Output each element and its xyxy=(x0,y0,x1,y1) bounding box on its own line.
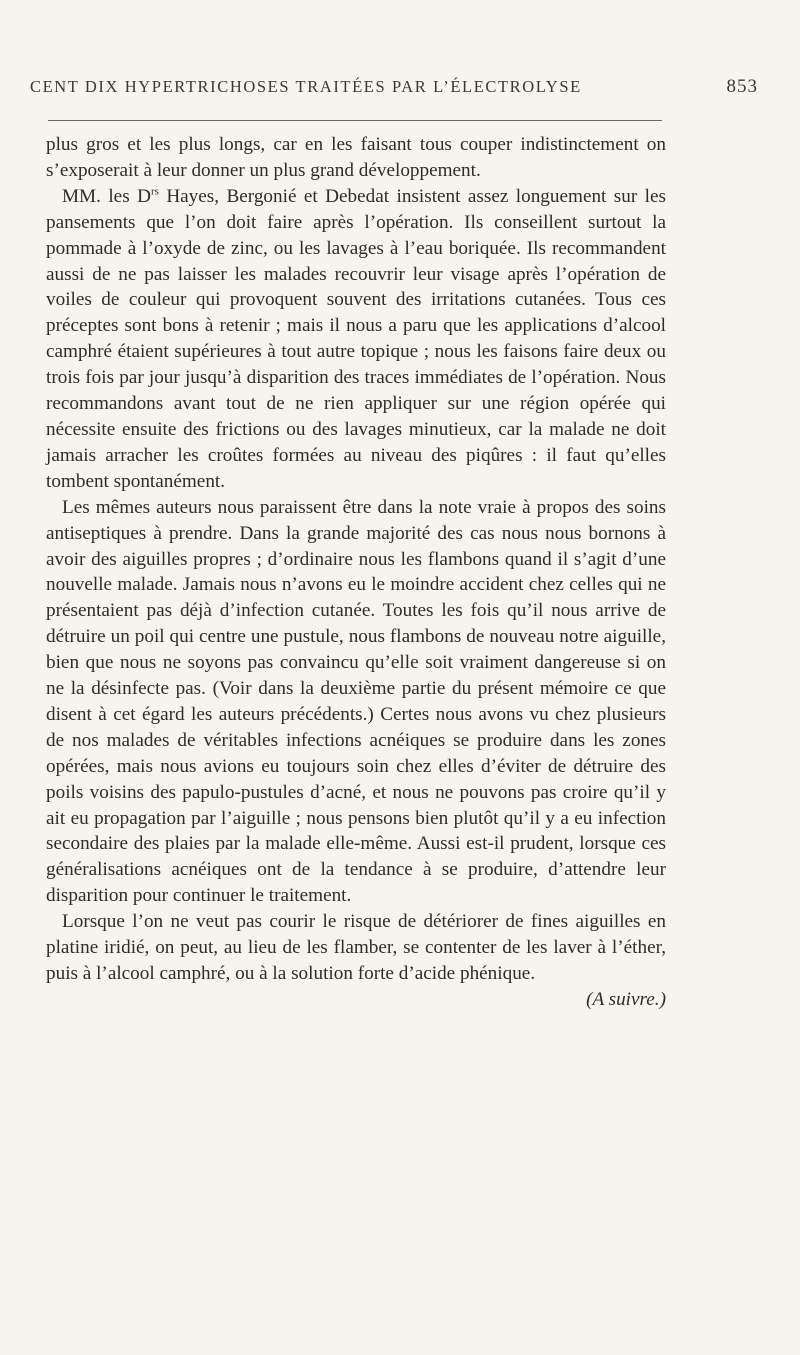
running-title: CENT DIX HYPERTRICHOSES TRAITÉES PAR L’ÉLECTROLYSE xyxy=(30,77,582,96)
paragraph-pansements xyxy=(46,184,666,495)
paragraph-pansements-rest: Hayes, Bergonié et Debedat insistent assez longuement sur les pansements que l’on doit faire après l’opération. Ils conseillent surtout la pommade à l’oxyde de zinc, ou les lavages à l’eau boriquée. Ils recommandent aussi de ne pas laisser les malades recouvrir leur visage après l’opération de voiles de couleur qui provoquent souvent des irritations cutanées. Tous ces préceptes sont bons à retenir ; mais il nous a paru que les applications d’alcool camphré étaient supérieures à tout autre topique ; nous les faisons faire deux ou trois fois par jour jusqu’à disparition des traces immédiates de l’opération. Nous recommandons avant tout de ne rien appliquer sur une région opérée qui nécessite ensuite des frictions ou des lavages minutieux, car la malade ne doit jamais arracher les croûtes formées au niveau des piqûres : il faut qu’elles tombent spontanément. xyxy=(46,185,666,492)
to-be-continued xyxy=(46,987,666,1013)
to-be-continued-text: (A suivre.) xyxy=(586,988,666,1010)
page-number: 853 xyxy=(726,76,758,97)
doctors-abbrev-superscript: rs xyxy=(150,185,159,198)
paragraph-pansements-start: MM. les D xyxy=(62,185,151,207)
paragraph-aiguilles: Lorsque l’on ne veut pas courir le risque de détériorer de fines aiguilles en platine iridié, on peut, au lieu de les flamber, se contenter de les laver à l’éther, puis à l’alcool camphré, ou à la solution forte d’acide phénique. xyxy=(46,911,666,984)
paragraph-antiseptiques: Les mêmes auteurs nous paraissent être dans la note vraie à propos des soins antiseptiques à prendre. Dans la grande majorité des cas nous nous bornons à avoir des aiguilles propres ; d’ordinaire nous les flambons quand il s’agit d’une nouvelle malade. Jamais nous n’avons eu le moindre accident chez celles qui ne présentaient pas déjà d’infection cutanée. Toutes les fois qu’il nous arrive de détruire un poil qui centre une pustule, nous flambons de nouveau notre aiguille, bien que nous ne soyons pas convaincu qu’elle soit vraiment dangereuse si on ne la désinfecte pas. (Voir dans la deuxième partie du présent mémoire ce que disent à cet égard les auteurs précédents.) Certes nous avons vu chez plusieurs de nos malades de véritables infections acnéiques se produire dans les zones opérées, mais nous avions eu toujours soin chez elles d’éviter de détruire des poils voisins des papulo-pustules d’acné, et nous ne pouvons pas croire qu’il y ait eu propagation par l’aiguille ; nous pensons bien plutôt qu’il y a eu infection secondaire des plaies par la malade elle-même. Aussi est-il prudent, lorsque ces généralisations acnéiques ont de la tendance à se produire, d’attendre leur disparition pour continuer le traitement. xyxy=(46,496,666,907)
body-text xyxy=(46,132,666,1013)
running-head xyxy=(30,76,758,98)
paragraph-continuation: plus gros et les plus longs, car en les faisant tous couper indistinctement on s’exposerait à leur donner un plus grand développement. xyxy=(46,134,666,181)
header-rule xyxy=(48,120,662,121)
